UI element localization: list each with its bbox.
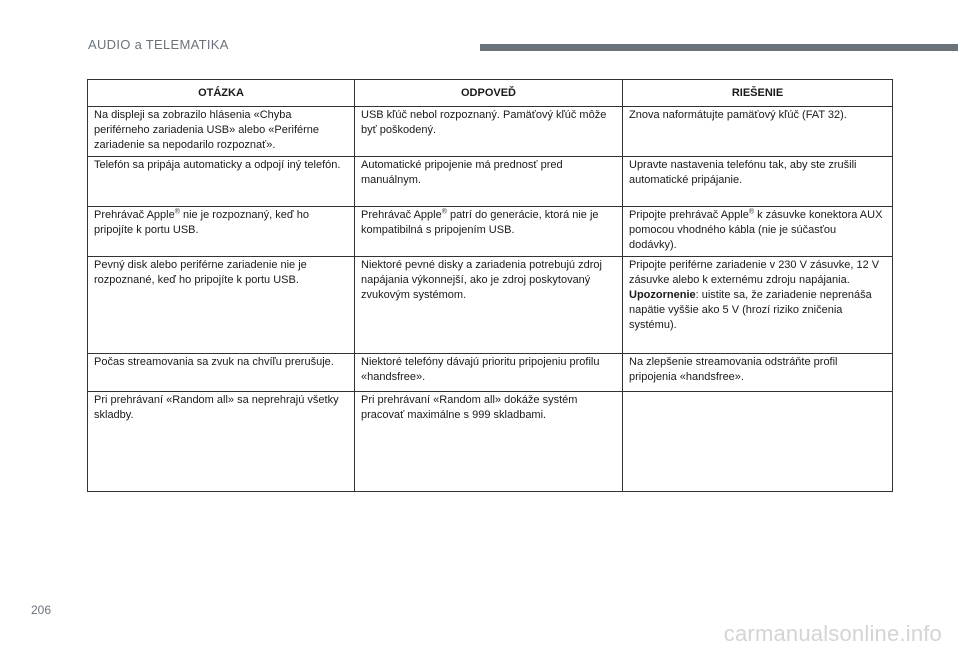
question-cell (88, 207, 355, 257)
section-title: AUDIO a TELEMATIKA (88, 37, 229, 52)
answer-text-start: Prehrávač Apple (361, 209, 442, 221)
solution-text-end: k zásuvke konektora AUX pomocou vhodného kábla (nie je súčasťou dodávky). (629, 209, 883, 251)
column-header-solution: RIEŠENIE (623, 80, 893, 107)
troubleshooting-table (87, 79, 893, 492)
question-cell: Telefón sa pripája automaticky a odpojí iný telefón. (88, 157, 355, 207)
answer-cell: Niektoré pevné disky a zariadenia potrebujú zdroj napájania výkonnejší, ako je zdroj poskytovaný zvukovým systémom. (355, 257, 623, 354)
question-cell: Pevný disk alebo periférne zariadenie nie je rozpoznané, keď ho pripojíte k portu USB. (88, 257, 355, 354)
page-number: 206 (31, 603, 52, 617)
table-row (88, 157, 893, 207)
solution-cell: Znova naformátujte pamäťový kľúč (FAT 32). (623, 107, 893, 157)
column-header-answer: ODPOVEĎ (355, 80, 623, 107)
solution-cell: Upravte nastavenia telefónu tak, aby ste zrušili automatické pripájanie. (623, 157, 893, 207)
question-text-start: Prehrávač Apple (94, 209, 175, 221)
question-cell: Počas streamovania sa zvuk na chvíľu prerušuje. (88, 354, 355, 392)
solution-cell: Na zlepšenie streamovania odstráňte profil pripojenia «handsfree». (623, 354, 893, 392)
table-row (88, 107, 893, 157)
table-row (88, 207, 893, 257)
answer-text-end: patrí do generácie, ktorá nie je kompatibilná s pripojením USB. (361, 209, 599, 236)
table-row (88, 392, 893, 492)
warning-text: : uistite sa, že zariadenie neprenáša napätie vyššie ako 5 V (hrozí riziko zničenia systému). (629, 289, 872, 331)
registered-mark: ® (174, 208, 180, 216)
answer-cell: USB kľúč nebol rozpoznaný. Pamäťový kľúč môže byť poškodený. (355, 107, 623, 157)
answer-cell: Pri prehrávaní «Random all» dokáže systém pracovať maximálne s 999 skladbami. (355, 392, 623, 492)
answer-cell (355, 207, 623, 257)
answer-cell: Niektoré telefóny dávajú prioritu pripojeniu profilu «handsfree». (355, 354, 623, 392)
header-divider-bar (480, 44, 958, 51)
table-header-row (88, 80, 893, 107)
table-row (88, 354, 893, 392)
registered-mark: ® (441, 208, 447, 216)
warning-label: Upozornenie (629, 289, 696, 301)
registered-mark: ® (748, 208, 755, 216)
question-cell: Pri prehrávaní «Random all» sa neprehrajú všetky skladby. (88, 392, 355, 492)
table-row (88, 257, 893, 354)
solution-cell (623, 392, 893, 492)
question-text-end: nie je rozpoznaný, keď ho pripojíte k portu USB. (94, 209, 309, 236)
solution-text-start: Pripojte prehrávač Apple (629, 209, 749, 221)
answer-cell: Automatické pripojenie má prednosť pred manuálnym. (355, 157, 623, 207)
column-header-question: OTÁZKA (88, 80, 355, 107)
solution-cell (623, 257, 893, 354)
question-cell: Na displeji sa zobrazilo hlásenia «Chyba periférneho zariadenia USB» alebo «Periférne zariadenie sa nepodarilo rozpoznať». (88, 107, 355, 157)
solution-cell (623, 207, 893, 257)
solution-text: Pripojte periférne zariadenie v 230 V zásuvke, 12 V zásuvke alebo k externému zdroju napájania. (629, 259, 880, 286)
watermark: carmanualsonline.info (723, 621, 942, 646)
